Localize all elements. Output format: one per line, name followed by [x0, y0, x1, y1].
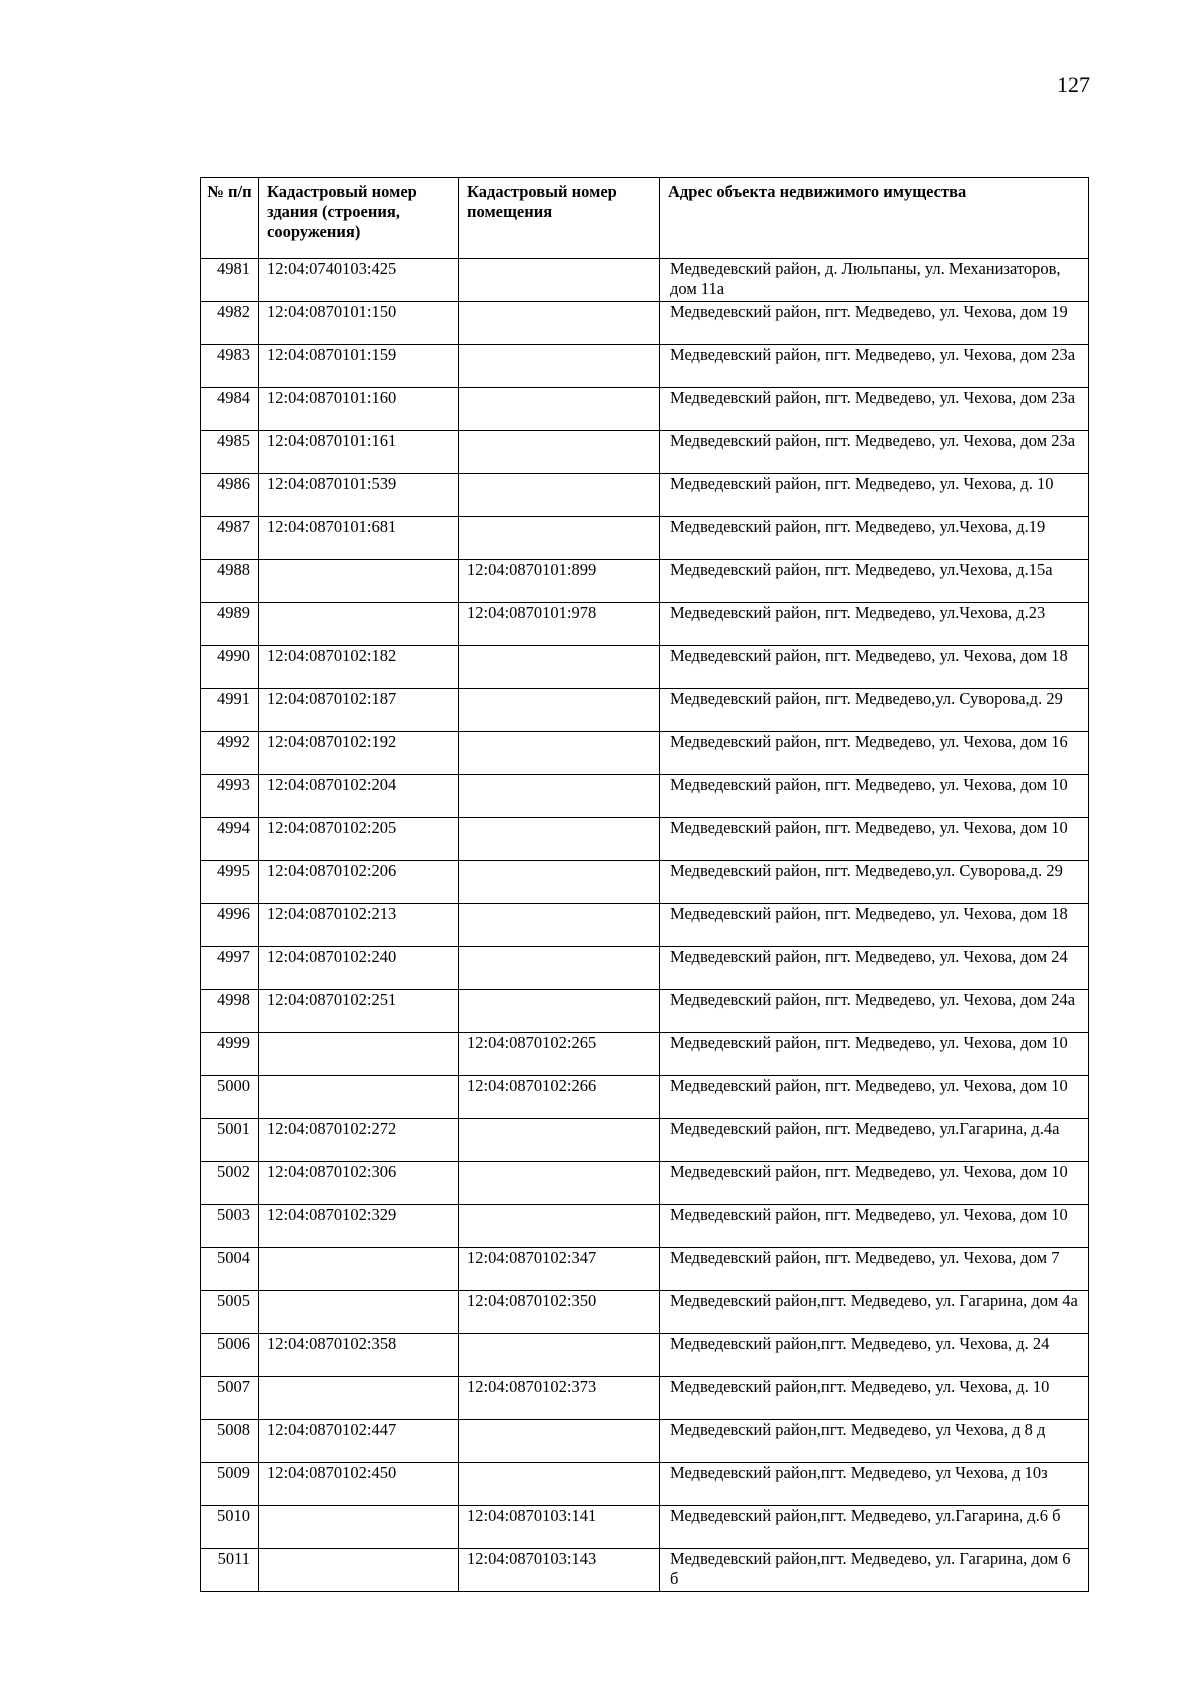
cell-address: Медведевский район, пгт. Медведево, ул. Чехова, дом 19	[660, 302, 1089, 345]
table-row	[201, 1248, 1089, 1291]
table-row	[201, 517, 1089, 560]
cell-row-number: 4981	[201, 259, 259, 302]
cell-premise-cadastral	[459, 388, 660, 431]
cell-premise-cadastral	[459, 904, 660, 947]
cell-building-cadastral	[259, 1377, 459, 1420]
cell-row-number: 5009	[201, 1463, 259, 1506]
cell-premise-cadastral: 12:04:0870103:143	[459, 1549, 660, 1592]
table-row	[201, 1205, 1089, 1248]
cell-premise-cadastral	[459, 1420, 660, 1463]
cell-address: Медведевский район,пгт. Медведево, ул.Гагарина, д.6 б	[660, 1506, 1089, 1549]
cell-premise-cadastral: 12:04:0870103:141	[459, 1506, 660, 1549]
cell-building-cadastral: 12:04:0870101:161	[259, 431, 459, 474]
header-address: Адрес объекта недвижимого имущества	[660, 178, 1089, 259]
cell-address: Медведевский район,пгт. Медведево, ул Чехова, д 10з	[660, 1463, 1089, 1506]
cell-building-cadastral	[259, 1033, 459, 1076]
header-premise-cadastral: Кадастровый номер помещения	[459, 178, 660, 259]
table-row	[201, 474, 1089, 517]
cell-building-cadastral: 12:04:0870102:272	[259, 1119, 459, 1162]
cell-row-number: 4984	[201, 388, 259, 431]
cell-address: Медведевский район,пгт. Медведево, ул. Чехова, д. 10	[660, 1377, 1089, 1420]
cell-premise-cadastral	[459, 1119, 660, 1162]
table-row	[201, 947, 1089, 990]
table-row	[201, 1033, 1089, 1076]
cell-premise-cadastral	[459, 302, 660, 345]
cell-premise-cadastral	[459, 646, 660, 689]
table-row	[201, 1549, 1089, 1592]
cell-address: Медведевский район, пгт. Медведево, ул. Чехова, дом 10	[660, 1205, 1089, 1248]
cell-address: Медведевский район, пгт. Медведево, ул. Чехова, дом 16	[660, 732, 1089, 775]
cell-building-cadastral: 12:04:0870102:206	[259, 861, 459, 904]
table-row	[201, 388, 1089, 431]
cell-premise-cadastral	[459, 431, 660, 474]
property-register-table	[200, 177, 1089, 1592]
cell-building-cadastral: 12:04:0870102:358	[259, 1334, 459, 1377]
cell-address: Медведевский район, пгт. Медведево, ул. Чехова, дом 24а	[660, 990, 1089, 1033]
cell-building-cadastral: 12:04:0870101:160	[259, 388, 459, 431]
cell-address: Медведевский район, пгт. Медведево, ул. Чехова, дом 7	[660, 1248, 1089, 1291]
cell-building-cadastral: 12:04:0870101:681	[259, 517, 459, 560]
cell-row-number: 5008	[201, 1420, 259, 1463]
cell-building-cadastral	[259, 1506, 459, 1549]
cell-address: Медведевский район,пгт. Медведево, ул. Гагарина, дом 4а	[660, 1291, 1089, 1334]
cell-address: Медведевский район, пгт. Медведево, ул. Чехова, дом 23а	[660, 388, 1089, 431]
cell-address: Медведевский район, пгт. Медведево, ул. Чехова, д. 10	[660, 474, 1089, 517]
cell-row-number: 4999	[201, 1033, 259, 1076]
cell-address: Медведевский район, пгт. Медведево, ул. Чехова, дом 23а	[660, 431, 1089, 474]
cell-premise-cadastral: 12:04:0870102:373	[459, 1377, 660, 1420]
cell-building-cadastral: 12:04:0870102:251	[259, 990, 459, 1033]
table-row	[201, 689, 1089, 732]
cell-row-number: 4990	[201, 646, 259, 689]
cell-address: Медведевский район, пгт. Медведево, ул. Чехова, дом 10	[660, 1162, 1089, 1205]
table-row	[201, 1291, 1089, 1334]
cell-building-cadastral: 12:04:0870101:539	[259, 474, 459, 517]
cell-row-number: 4987	[201, 517, 259, 560]
cell-row-number: 4995	[201, 861, 259, 904]
cell-address: Медведевский район, пгт. Медведево, ул.Чехова, д.19	[660, 517, 1089, 560]
cell-address: Медведевский район, пгт. Медведево,ул. Суворова,д. 29	[660, 861, 1089, 904]
table-row	[201, 302, 1089, 345]
page-number: 127	[1057, 72, 1090, 97]
cell-address: Медведевский район, пгт. Медведево, ул. Чехова, дом 10	[660, 1076, 1089, 1119]
cell-building-cadastral: 12:04:0870102:192	[259, 732, 459, 775]
cell-premise-cadastral	[459, 861, 660, 904]
table-row	[201, 1162, 1089, 1205]
cell-address: Медведевский район, пгт. Медведево, ул.Гагарина, д.4а	[660, 1119, 1089, 1162]
cell-premise-cadastral	[459, 775, 660, 818]
table-row	[201, 861, 1089, 904]
table-row	[201, 560, 1089, 603]
table-row	[201, 431, 1089, 474]
cell-row-number: 4998	[201, 990, 259, 1033]
cell-address: Медведевский район, пгт. Медведево,ул. Суворова,д. 29	[660, 689, 1089, 732]
cell-address: Медведевский район, пгт. Медведево, ул. Чехова, дом 18	[660, 904, 1089, 947]
cell-building-cadastral: 12:04:0870102:205	[259, 818, 459, 861]
cell-row-number: 4985	[201, 431, 259, 474]
cell-building-cadastral: 12:04:0870102:240	[259, 947, 459, 990]
cell-address: Медведевский район,пгт. Медведево, ул. Гагарина, дом 6 б	[660, 1549, 1089, 1592]
table-row	[201, 732, 1089, 775]
cell-row-number: 4994	[201, 818, 259, 861]
cell-building-cadastral	[259, 603, 459, 646]
table-row	[201, 1463, 1089, 1506]
cell-row-number: 5011	[201, 1549, 259, 1592]
header-row-number: № п/п	[201, 178, 259, 259]
cell-building-cadastral: 12:04:0870101:150	[259, 302, 459, 345]
cell-building-cadastral: 12:04:0740103:425	[259, 259, 459, 302]
cell-row-number: 5000	[201, 1076, 259, 1119]
table-row	[201, 646, 1089, 689]
table-row	[201, 603, 1089, 646]
cell-row-number: 4986	[201, 474, 259, 517]
cell-row-number: 4989	[201, 603, 259, 646]
cell-building-cadastral: 12:04:0870102:306	[259, 1162, 459, 1205]
cell-address: Медведевский район,пгт. Медведево, ул. Чехова, д. 24	[660, 1334, 1089, 1377]
cell-row-number: 4982	[201, 302, 259, 345]
table-row	[201, 1420, 1089, 1463]
cell-premise-cadastral: 12:04:0870102:347	[459, 1248, 660, 1291]
table-row	[201, 990, 1089, 1033]
cell-premise-cadastral	[459, 818, 660, 861]
cell-premise-cadastral	[459, 517, 660, 560]
table-row	[201, 345, 1089, 388]
table-row	[201, 1119, 1089, 1162]
cell-premise-cadastral: 12:04:0870101:978	[459, 603, 660, 646]
cell-row-number: 5002	[201, 1162, 259, 1205]
cell-premise-cadastral: 12:04:0870102:266	[459, 1076, 660, 1119]
cell-address: Медведевский район, пгт. Медведево, ул. Чехова, дом 10	[660, 1033, 1089, 1076]
cell-building-cadastral: 12:04:0870102:329	[259, 1205, 459, 1248]
cell-building-cadastral: 12:04:0870102:187	[259, 689, 459, 732]
table-row	[201, 775, 1089, 818]
table-row	[201, 904, 1089, 947]
cell-row-number: 4996	[201, 904, 259, 947]
cell-premise-cadastral	[459, 689, 660, 732]
cell-row-number: 5004	[201, 1248, 259, 1291]
cell-premise-cadastral	[459, 1334, 660, 1377]
cell-row-number: 4988	[201, 560, 259, 603]
cell-address: Медведевский район, пгт. Медведево, ул.Чехова, д.15а	[660, 560, 1089, 603]
table-row	[201, 818, 1089, 861]
table-row	[201, 1334, 1089, 1377]
cell-building-cadastral: 12:04:0870102:182	[259, 646, 459, 689]
cell-building-cadastral: 12:04:0870102:213	[259, 904, 459, 947]
table-row	[201, 1076, 1089, 1119]
cell-address: Медведевский район, пгт. Медведево, ул. Чехова, дом 23а	[660, 345, 1089, 388]
table-row	[201, 1506, 1089, 1549]
cell-building-cadastral: 12:04:0870102:447	[259, 1420, 459, 1463]
cell-address: Медведевский район, пгт. Медведево, ул. Чехова, дом 10	[660, 818, 1089, 861]
cell-row-number: 4997	[201, 947, 259, 990]
cell-address: Медведевский район,пгт. Медведево, ул Чехова, д 8 д	[660, 1420, 1089, 1463]
header-building-cadastral: Кадастровый номер здания (строения, сооружения)	[259, 178, 459, 259]
cell-building-cadastral	[259, 1291, 459, 1334]
cell-row-number: 4991	[201, 689, 259, 732]
cell-premise-cadastral	[459, 947, 660, 990]
cell-premise-cadastral	[459, 1162, 660, 1205]
cell-row-number: 5001	[201, 1119, 259, 1162]
cell-address: Медведевский район, пгт. Медведево, ул.Чехова, д.23	[660, 603, 1089, 646]
cell-row-number: 4983	[201, 345, 259, 388]
cell-building-cadastral: 12:04:0870101:159	[259, 345, 459, 388]
cell-premise-cadastral: 12:04:0870101:899	[459, 560, 660, 603]
cell-row-number: 5005	[201, 1291, 259, 1334]
cell-premise-cadastral	[459, 474, 660, 517]
cell-row-number: 4992	[201, 732, 259, 775]
cell-premise-cadastral	[459, 259, 660, 302]
cell-row-number: 4993	[201, 775, 259, 818]
cell-address: Медведевский район, пгт. Медведево, ул. Чехова, дом 10	[660, 775, 1089, 818]
cell-building-cadastral: 12:04:0870102:450	[259, 1463, 459, 1506]
cell-row-number: 5010	[201, 1506, 259, 1549]
cell-building-cadastral: 12:04:0870102:204	[259, 775, 459, 818]
cell-premise-cadastral	[459, 345, 660, 388]
table-row	[201, 259, 1089, 302]
cell-premise-cadastral: 12:04:0870102:265	[459, 1033, 660, 1076]
cell-row-number: 5007	[201, 1377, 259, 1420]
cell-address: Медведевский район, д. Люльпаны, ул. Механизаторов, дом 11а	[660, 259, 1089, 302]
cell-building-cadastral	[259, 1076, 459, 1119]
cell-row-number: 5003	[201, 1205, 259, 1248]
table-body	[201, 259, 1089, 1592]
table-header-row	[201, 178, 1089, 259]
cell-premise-cadastral	[459, 1205, 660, 1248]
cell-building-cadastral	[259, 1549, 459, 1592]
cell-premise-cadastral	[459, 990, 660, 1033]
table-row	[201, 1377, 1089, 1420]
cell-building-cadastral	[259, 560, 459, 603]
cell-address: Медведевский район, пгт. Медведево, ул. Чехова, дом 18	[660, 646, 1089, 689]
cell-address: Медведевский район, пгт. Медведево, ул. Чехова, дом 24	[660, 947, 1089, 990]
cell-premise-cadastral: 12:04:0870102:350	[459, 1291, 660, 1334]
cell-row-number: 5006	[201, 1334, 259, 1377]
cell-premise-cadastral	[459, 732, 660, 775]
cell-building-cadastral	[259, 1248, 459, 1291]
cell-premise-cadastral	[459, 1463, 660, 1506]
